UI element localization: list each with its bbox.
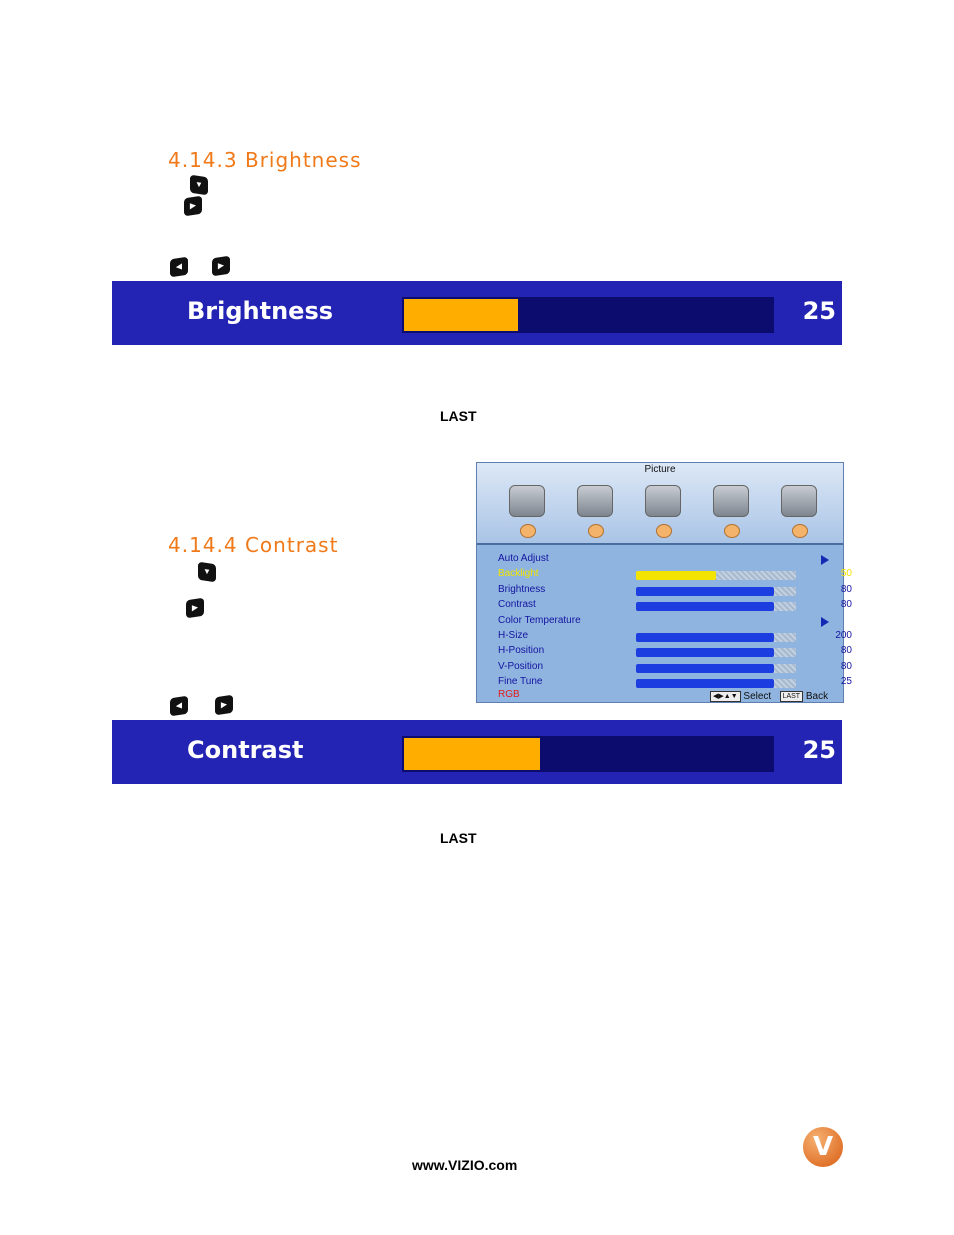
menu-row-label: H-Position: [498, 645, 545, 657]
left-key-icon: ◀: [170, 696, 188, 717]
menu-row-label: Contrast: [498, 599, 536, 611]
source-text: RGB: [498, 689, 520, 700]
menu-row-value: 50: [840, 568, 852, 580]
left-key-icon: ◀: [170, 257, 188, 278]
select-hint: Select: [743, 691, 772, 703]
menu-row-slider[interactable]: [636, 648, 796, 657]
right-key-icon: ▶: [184, 196, 202, 217]
contrast-heading: 4.14.4 Contrast: [168, 533, 339, 557]
menu-row-value: 80: [840, 660, 852, 672]
osd-label: Brightness: [187, 297, 334, 325]
menu-row-label: H-Size: [498, 630, 529, 641]
menu-row-slider-fill: [636, 587, 774, 596]
menu-row-slider-fill: [636, 571, 716, 580]
brightness-heading: 4.14.3 Brightness: [168, 148, 362, 172]
picture-menu-panel: [476, 462, 852, 703]
menu-row-label: Brightness: [498, 583, 546, 595]
menu-row-slider[interactable]: [636, 571, 796, 580]
parental-icon[interactable]: [781, 485, 817, 517]
menu-row-value: 80: [840, 599, 852, 611]
menu-row-label: V-Position: [498, 660, 544, 672]
right-key-icon: ▶: [186, 598, 204, 619]
osd-track[interactable]: [402, 736, 774, 772]
chevron-down-icon: [792, 524, 808, 538]
menu-row-slider[interactable]: [636, 679, 796, 688]
menu-row-label: Fine Tune: [498, 676, 543, 688]
vizio-logo-icon: V: [803, 1127, 843, 1167]
setup-icon[interactable]: [713, 485, 749, 517]
menu-row-slider-fill: [636, 679, 774, 688]
down-key-icon: ▼: [198, 562, 216, 583]
chevron-down-icon: [588, 524, 604, 538]
submenu-arrow-icon: [821, 617, 829, 627]
right-key-icon: ▶: [215, 695, 233, 716]
menu-row-slider[interactable]: [636, 587, 796, 596]
brightness-osd-bar: [112, 281, 842, 345]
submenu-arrow-icon: [821, 555, 829, 565]
osd-label: Contrast: [187, 736, 304, 764]
menu-row-value: 200: [835, 630, 852, 641]
menu-row-slider[interactable]: [636, 633, 796, 642]
menu-row-slider-fill: [636, 633, 774, 642]
osd-level-fill: [404, 738, 540, 770]
down-key-icon: ▼: [190, 175, 208, 196]
last-key-icon: LAST: [780, 691, 804, 702]
menu-footer-hint: [710, 691, 828, 702]
menu-row-label: Backlight: [498, 568, 539, 580]
menu-row-slider-fill: [636, 602, 774, 611]
last-key-label: LAST: [440, 830, 477, 846]
last-key-label: LAST: [440, 408, 477, 424]
audio-icon[interactable]: [577, 485, 613, 517]
picture-icon[interactable]: [509, 485, 545, 517]
menu-title: Picture: [644, 464, 676, 475]
nav-keys-icon: ◀▶▲▼: [710, 691, 741, 702]
chevron-down-icon: [520, 524, 536, 538]
menu-row-slider[interactable]: [636, 664, 796, 673]
tv-icon[interactable]: [645, 485, 681, 517]
menu-row-value: 80: [840, 583, 852, 595]
menu-row-slider-fill: [636, 648, 774, 657]
osd-track[interactable]: [402, 297, 774, 333]
menu-row-value: 25: [840, 676, 852, 688]
menu-row-value: 80: [840, 645, 852, 657]
contrast-osd-bar: [112, 720, 842, 784]
chevron-down-icon: [724, 524, 740, 538]
menu-row-label: Color Temperature: [498, 614, 581, 626]
chevron-down-icon: [656, 524, 672, 538]
menu-row-slider-fill: [636, 664, 774, 673]
menu-divider: [477, 543, 843, 545]
footer-url[interactable]: www.VIZIO.com: [412, 1157, 518, 1173]
back-hint: Back: [805, 691, 829, 703]
osd-level-fill: [404, 299, 518, 331]
menu-row-label: Auto Adjust: [498, 553, 549, 564]
right-key-icon: ▶: [212, 256, 230, 277]
osd-value: 25: [802, 297, 836, 325]
osd-value: 25: [802, 736, 836, 764]
menu-row-slider[interactable]: [636, 602, 796, 611]
